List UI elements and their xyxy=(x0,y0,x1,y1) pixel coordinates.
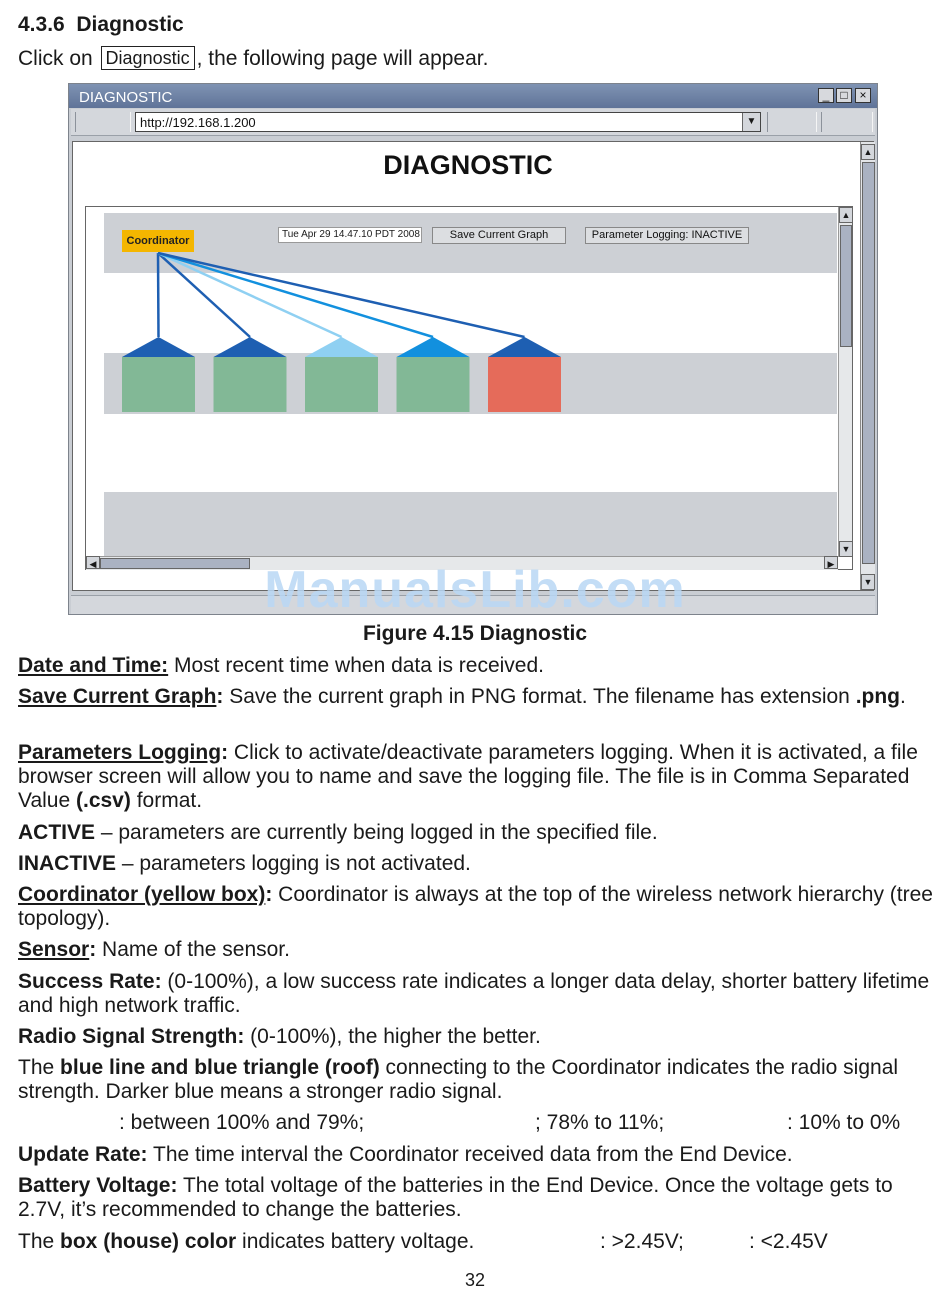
maximize-icon[interactable]: □ xyxy=(836,88,852,103)
term: Date and Time: xyxy=(18,654,169,677)
def-inactive xyxy=(18,852,933,876)
scroll-thumb[interactable] xyxy=(862,162,875,564)
sensor-roof xyxy=(488,337,561,357)
term: Radio Signal Strength: xyxy=(18,1025,245,1048)
def-battery xyxy=(18,1174,933,1222)
range-weak: : 10% to 0% xyxy=(787,1111,901,1134)
definition-end: . xyxy=(900,685,906,708)
scroll-thumb[interactable] xyxy=(840,225,852,347)
sensor-roof xyxy=(214,337,287,357)
window-titlebar xyxy=(69,84,877,108)
address-toolbar xyxy=(71,109,875,136)
voltage-low: : <2.45V xyxy=(749,1230,828,1253)
colon: : xyxy=(89,938,97,961)
save-graph-button[interactable]: Save Current Graph xyxy=(432,227,566,244)
definition: – parameters logging is not activated. xyxy=(116,852,471,875)
scroll-left-icon[interactable]: ◀ xyxy=(86,556,100,569)
diagnostic-window xyxy=(68,83,878,615)
window-title: DIAGNOSTIC xyxy=(79,89,173,106)
extension: .png xyxy=(855,685,901,708)
prefix: The xyxy=(18,1230,61,1253)
def-update-rate xyxy=(18,1143,933,1167)
applet-vertical-scrollbar[interactable] xyxy=(838,207,852,557)
term: box (house) color xyxy=(60,1230,237,1253)
scroll-down-icon[interactable]: ▼ xyxy=(861,574,875,590)
term: Sensor xyxy=(18,938,90,961)
definition: – parameters are currently being logged in the specified file. xyxy=(95,821,658,844)
page-number: 32 xyxy=(464,1270,486,1290)
sensor-box[interactable] xyxy=(305,357,378,412)
definition: (0-100%), a low success rate indicates a longer data delay, shorter battery lifetime and high network traffic. xyxy=(18,970,930,1017)
definition: connecting to the Coordinator indicates the radio signal strength. Darker blue means a stronger radio signal. xyxy=(18,1056,899,1103)
prefix: The xyxy=(18,1056,61,1079)
scroll-up-icon[interactable]: ▲ xyxy=(839,207,853,223)
section-title: Diagnostic xyxy=(76,13,184,36)
def-sensor xyxy=(18,938,933,962)
def-save xyxy=(18,685,933,709)
def-logging xyxy=(18,741,933,813)
intro-text: Click on xyxy=(18,47,93,70)
definition: Save the current graph in PNG format. The filename has extension xyxy=(223,685,856,708)
diagnostic-applet xyxy=(85,206,853,570)
definition: The total voltage of the batteries in the End Device. Once the voltage gets to 2.7V, it’s recommended to change the batteries. xyxy=(18,1174,893,1221)
chevron-down-icon[interactable]: ▼ xyxy=(742,113,760,131)
watermark-logo: ManualsLib.com xyxy=(264,561,686,619)
term: blue line and blue triangle (roof) xyxy=(60,1056,380,1079)
definition: indicates battery voltage. xyxy=(236,1230,475,1253)
sensor-box[interactable] xyxy=(488,357,561,412)
definition: (0-100%), the higher the better. xyxy=(244,1025,541,1048)
sensor-roof xyxy=(397,337,470,357)
signal-line xyxy=(158,253,250,337)
term: Coordinator (yellow box) xyxy=(18,883,266,906)
def-success-rate xyxy=(18,970,933,1018)
term: Parameters Logging xyxy=(18,741,222,764)
definition: Click to activate/deactivate parameters logging. When it is activated, a file browser screen will allow you to name and save the logging file. The file is in Comma Separated Value xyxy=(18,741,918,812)
coordinator-box[interactable]: Coordinator xyxy=(122,230,194,252)
signal-lines xyxy=(158,253,525,337)
range-medium: ; 78% to 11%; xyxy=(535,1111,665,1134)
intro-line xyxy=(18,46,488,71)
scroll-right-icon[interactable]: ▶ xyxy=(824,556,838,569)
def-blue-line xyxy=(18,1056,933,1104)
parameter-logging-button[interactable]: Parameter Logging: INACTIVE xyxy=(585,227,749,244)
term: Success Rate: xyxy=(18,970,162,993)
close-icon[interactable]: × xyxy=(855,88,871,103)
page-heading: DIAGNOSTIC xyxy=(383,150,553,180)
datetime-field: Tue Apr 29 14.47.10 PDT 2008 xyxy=(278,227,422,243)
definition: Coordinator is always at the top of the wireless network hierarchy (tree topology). xyxy=(18,883,933,930)
definition-end: format. xyxy=(130,789,203,812)
signal-line xyxy=(158,253,342,337)
sensor-roof xyxy=(122,337,195,357)
sensor-box[interactable] xyxy=(397,357,470,412)
sensor-box[interactable] xyxy=(122,357,195,412)
term: Battery Voltage: xyxy=(18,1174,178,1197)
page-vertical-scrollbar[interactable] xyxy=(860,142,875,590)
term: Update Rate: xyxy=(18,1143,148,1166)
extension: (.csv) xyxy=(76,789,131,812)
figure-caption: Figure 4.15 Diagnostic xyxy=(362,622,588,645)
scroll-down-icon[interactable]: ▼ xyxy=(839,541,853,557)
section-heading xyxy=(18,13,184,37)
def-active xyxy=(18,821,933,845)
range-strong: : between 100% and 79%; xyxy=(119,1111,365,1134)
voltage-high: : >2.45V; xyxy=(600,1230,684,1253)
definition: The time interval the Coordinator received data from the End Device. xyxy=(147,1143,793,1166)
section-number: 4.3.6 xyxy=(18,13,65,36)
signal-line xyxy=(158,253,159,337)
sensor-roof xyxy=(305,337,378,357)
def-radio-signal xyxy=(18,1025,933,1049)
toolbar-segment xyxy=(821,112,873,132)
toolbar-segment xyxy=(767,112,817,132)
sensor-houses xyxy=(122,337,561,412)
def-coordinator xyxy=(18,883,933,931)
def-box-color xyxy=(18,1230,474,1254)
scroll-up-icon[interactable]: ▲ xyxy=(861,144,875,160)
term: ACTIVE xyxy=(18,821,96,844)
definition: Name of the sensor. xyxy=(96,938,290,961)
signal-line xyxy=(158,253,525,337)
diagnostic-button-label: Diagnostic xyxy=(101,46,195,70)
signal-line xyxy=(158,253,433,337)
def-datetime xyxy=(18,654,933,678)
minimize-icon[interactable]: _ xyxy=(818,88,834,103)
term: Save Current Graph xyxy=(18,685,217,708)
page-viewport xyxy=(72,141,874,591)
address-bar[interactable] xyxy=(135,112,761,132)
colon: : xyxy=(221,741,229,764)
colon: : xyxy=(216,685,224,708)
toolbar-segment xyxy=(75,112,131,132)
intro-text-after: , the following page will appear. xyxy=(196,47,489,70)
sensor-box[interactable] xyxy=(214,357,287,412)
definition: Most recent time when data is received. xyxy=(168,654,544,677)
topology-graph xyxy=(86,207,838,556)
url-text: http://192.168.1.200 xyxy=(140,115,256,130)
colon: : xyxy=(265,883,273,906)
term: INACTIVE xyxy=(18,852,117,875)
